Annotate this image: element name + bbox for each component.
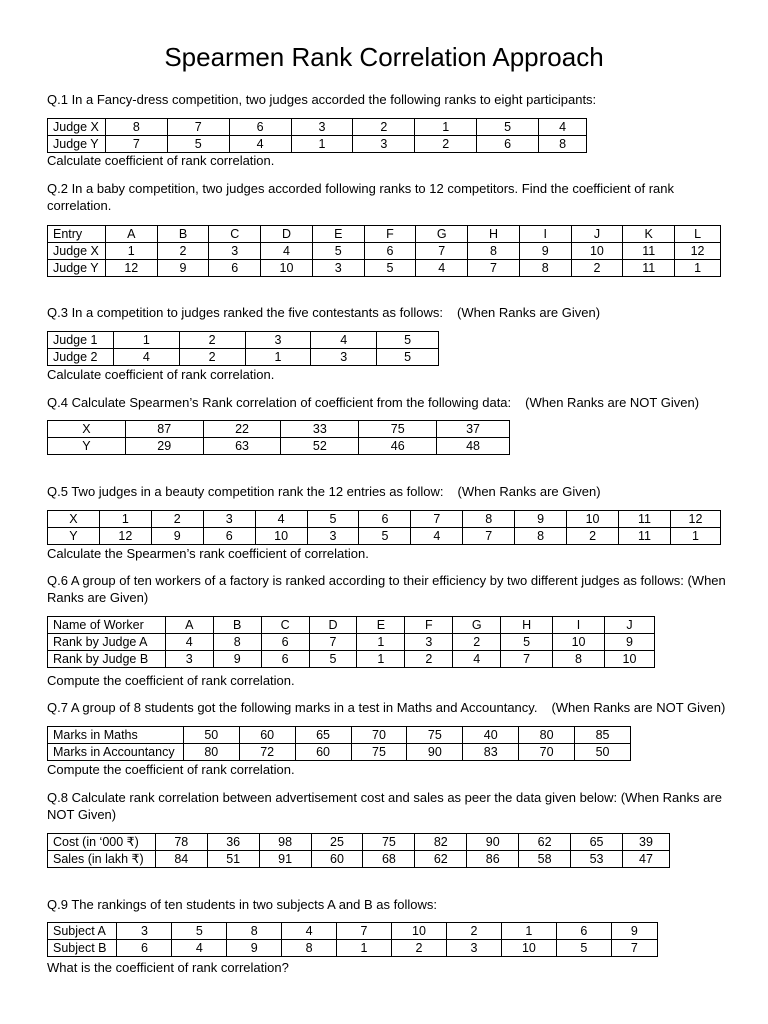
table-cell: 7: [463, 528, 515, 545]
table-cell: 3: [446, 940, 501, 957]
table-cell: 2: [151, 511, 203, 528]
table-cell: 75: [351, 744, 407, 761]
table-cell: 2: [567, 528, 619, 545]
table-cell: 65: [295, 727, 351, 744]
table-cell: 2: [179, 349, 245, 366]
question-7-tag: (When Ranks are NOT Given): [551, 700, 726, 715]
table-row: [48, 119, 587, 136]
table-row: [48, 438, 510, 455]
table-cell: 85: [575, 727, 631, 744]
question-9: Q.9 The rankings of ten students in two subjects A and B as follows:: [47, 897, 437, 912]
row-header-cell: Judge Y: [48, 136, 106, 153]
table-cell: 6: [261, 634, 309, 651]
table-cell: 6: [209, 260, 261, 277]
table-row: [48, 332, 439, 349]
table-cell: 9: [157, 260, 209, 277]
question-5: [47, 483, 601, 500]
table-cell: 1: [357, 634, 405, 651]
table-cell: 8: [515, 528, 567, 545]
table-cell: 62: [415, 851, 467, 868]
table-cell: 7: [501, 651, 553, 668]
table-cell: 2: [405, 651, 453, 668]
row-header-cell: Judge 1: [48, 332, 114, 349]
table-cell: 63: [203, 438, 281, 455]
row-header-cell: Marks in Maths: [48, 727, 184, 744]
row-header-cell: Rank by Judge B: [48, 651, 166, 668]
table-cell: 10: [571, 243, 623, 260]
question-1: Q.1 In a Fancy-dress competition, two judges accorded the following ranks to eight participants:: [47, 92, 597, 107]
row-header-cell: Sales (in lakh ₹): [48, 851, 156, 868]
table-row: [48, 727, 631, 744]
table-row: [48, 136, 587, 153]
table-cell: 1: [291, 136, 353, 153]
row-header-cell: Rank by Judge A: [48, 634, 166, 651]
table-cell: 5: [556, 940, 611, 957]
table-q4: [47, 420, 510, 455]
table-cell: 5: [309, 651, 357, 668]
table-cell: 2: [571, 260, 623, 277]
table-cell: 62: [519, 834, 571, 851]
table-cell: 47: [622, 851, 669, 868]
table-q5: [47, 510, 721, 545]
table-cell: 11: [623, 260, 675, 277]
table-cell: 29: [125, 438, 203, 455]
row-header-cell: Name of Worker: [48, 617, 166, 634]
table-cell: 8: [105, 119, 167, 136]
table-cell: 4: [416, 260, 468, 277]
table-cell: 10: [391, 923, 446, 940]
table-cell: 12: [105, 260, 157, 277]
table-q7: [47, 726, 631, 761]
table-cell: 7: [167, 119, 229, 136]
table-cell: 40: [463, 727, 519, 744]
table-cell: 60: [239, 727, 295, 744]
table-cell: I: [519, 226, 571, 243]
table-row: [48, 834, 670, 851]
table-cell: 6: [359, 511, 411, 528]
question-4-tag: (When Ranks are NOT Given): [525, 395, 700, 410]
table-cell: 7: [411, 511, 463, 528]
table-cell: 36: [207, 834, 259, 851]
table-cell: 53: [571, 851, 623, 868]
table-cell: C: [209, 226, 261, 243]
table-cell: 4: [229, 136, 291, 153]
table-cell: C: [261, 617, 309, 634]
table-cell: F: [405, 617, 453, 634]
table-cell: 2: [157, 243, 209, 260]
table-cell: 90: [407, 744, 463, 761]
table-cell: 8: [553, 651, 605, 668]
question-3: [47, 304, 600, 321]
table-cell: 9: [227, 940, 282, 957]
table-cell: K: [623, 226, 675, 243]
question-3-instruction: Calculate coefficient of rank correlation.: [47, 367, 275, 382]
table-cell: 5: [172, 923, 227, 940]
table-row: [48, 634, 655, 651]
table-cell: 1: [670, 528, 720, 545]
table-row: [48, 617, 655, 634]
table-cell: 4: [255, 511, 307, 528]
row-header-cell: X: [48, 511, 100, 528]
row-header-cell: X: [48, 421, 126, 438]
table-cell: 1: [501, 923, 556, 940]
row-header-cell: Judge 2: [48, 349, 114, 366]
table-cell: J: [571, 226, 623, 243]
table-cell: 9: [213, 651, 261, 668]
table-cell: 2: [353, 119, 415, 136]
table-q6: [47, 616, 655, 668]
table-cell: 2: [453, 634, 501, 651]
table-cell: 10: [604, 651, 654, 668]
question-5-tag: (When Ranks are Given): [457, 484, 601, 499]
table-cell: 50: [575, 744, 631, 761]
table-cell: 3: [307, 528, 359, 545]
table-cell: 70: [519, 744, 575, 761]
row-header-cell: Subject B: [48, 940, 117, 957]
table-cell: 10: [261, 260, 313, 277]
table-cell: D: [261, 226, 313, 243]
table-cell: 46: [359, 438, 437, 455]
table-cell: J: [604, 617, 654, 634]
table-cell: 75: [363, 834, 415, 851]
table-cell: 1: [245, 349, 311, 366]
table-cell: 2: [391, 940, 446, 957]
table-cell: F: [364, 226, 416, 243]
table-cell: 51: [207, 851, 259, 868]
table-cell: 1: [337, 940, 392, 957]
table-cell: 11: [619, 528, 671, 545]
row-header-cell: Marks in Accountancy: [48, 744, 184, 761]
table-cell: 91: [259, 851, 311, 868]
table-cell: 3: [203, 511, 255, 528]
table-q9: [47, 922, 658, 957]
table-cell: 3: [312, 260, 364, 277]
table-cell: E: [357, 617, 405, 634]
table-cell: 3: [209, 243, 261, 260]
table-cell: 7: [105, 136, 167, 153]
table-cell: G: [453, 617, 501, 634]
table-cell: 33: [281, 421, 359, 438]
question-6: Q.6 A group of ten workers of a factory is ranked according to their efficiency by two different judges as follows: (When Ranks are Given): [47, 573, 726, 605]
table-cell: 9: [604, 634, 654, 651]
table-cell: H: [501, 617, 553, 634]
table-row: [48, 851, 670, 868]
table-cell: 68: [363, 851, 415, 868]
table-cell: 48: [437, 438, 510, 455]
table-q3: [47, 331, 439, 366]
table-cell: 8: [539, 136, 587, 153]
table-cell: 5: [307, 511, 359, 528]
table-cell: 52: [281, 438, 359, 455]
table-cell: 9: [611, 923, 657, 940]
row-header-cell: Judge X: [48, 243, 106, 260]
table-cell: 6: [556, 923, 611, 940]
table-cell: 10: [567, 511, 619, 528]
table-cell: 11: [623, 243, 675, 260]
table-cell: 12: [675, 243, 721, 260]
table-cell: 80: [519, 727, 575, 744]
question-3-text: Q.3 In a competition to judges ranked the five contestants as follows:: [47, 305, 443, 320]
table-cell: 86: [467, 851, 519, 868]
table-cell: 98: [259, 834, 311, 851]
table-cell: 7: [468, 260, 520, 277]
question-7-instruction: Compute the coefficient of rank correlation.: [47, 762, 295, 777]
table-cell: 4: [282, 923, 337, 940]
table-cell: 5: [377, 332, 439, 349]
table-cell: 12: [99, 528, 151, 545]
table-cell: 9: [515, 511, 567, 528]
table-row: [48, 421, 510, 438]
table-cell: 25: [311, 834, 363, 851]
table-cell: 5: [167, 136, 229, 153]
table-cell: 8: [519, 260, 571, 277]
table-cell: 58: [519, 851, 571, 868]
question-6-instruction: Compute the coefficient of rank correlation.: [47, 673, 295, 688]
table-cell: 1: [357, 651, 405, 668]
table-cell: 1: [415, 119, 477, 136]
table-cell: 6: [117, 940, 172, 957]
table-cell: 5: [364, 260, 416, 277]
table-row: [48, 744, 631, 761]
table-cell: 60: [311, 851, 363, 868]
table-cell: 83: [463, 744, 519, 761]
row-header-cell: Judge X: [48, 119, 106, 136]
question-7: [47, 699, 725, 716]
table-cell: 5: [312, 243, 364, 260]
table-cell: 90: [467, 834, 519, 851]
table-cell: 3: [405, 634, 453, 651]
table-cell: 1: [105, 243, 157, 260]
row-header-cell: Y: [48, 438, 126, 455]
table-cell: 70: [351, 727, 407, 744]
table-cell: 6: [477, 136, 539, 153]
table-cell: A: [105, 226, 157, 243]
table-cell: 10: [255, 528, 307, 545]
table-cell: 4: [261, 243, 313, 260]
table-cell: D: [309, 617, 357, 634]
table-cell: 6: [261, 651, 309, 668]
table-row: [48, 940, 658, 957]
table-cell: 60: [295, 744, 351, 761]
table-cell: 78: [155, 834, 207, 851]
table-cell: 84: [155, 851, 207, 868]
page-title: Spearmen Rank Correlation Approach: [164, 42, 604, 72]
table-cell: 5: [377, 349, 439, 366]
table-cell: 3: [291, 119, 353, 136]
table-cell: 4: [539, 119, 587, 136]
table-cell: 11: [619, 511, 671, 528]
table-row: [48, 243, 721, 260]
row-header-cell: Entry: [48, 226, 106, 243]
table-q8: [47, 833, 670, 868]
table-row: [48, 349, 439, 366]
table-row: [48, 260, 721, 277]
table-cell: G: [416, 226, 468, 243]
table-cell: 37: [437, 421, 510, 438]
row-header-cell: Cost (in ‘000 ₹): [48, 834, 156, 851]
table-row: [48, 528, 721, 545]
question-1-instruction: Calculate coefficient of rank correlation.: [47, 153, 275, 168]
table-cell: 9: [151, 528, 203, 545]
row-header-cell: Y: [48, 528, 100, 545]
table-cell: L: [675, 226, 721, 243]
table-q1: [47, 118, 587, 153]
table-cell: 8: [227, 923, 282, 940]
table-cell: 50: [183, 727, 239, 744]
table-cell: 7: [416, 243, 468, 260]
table-cell: 12: [670, 511, 720, 528]
table-cell: 7: [309, 634, 357, 651]
table-cell: 82: [415, 834, 467, 851]
table-row: [48, 511, 721, 528]
question-9-instruction: What is the coefficient of rank correlation?: [47, 960, 289, 975]
table-cell: 39: [622, 834, 669, 851]
table-cell: 2: [446, 923, 501, 940]
table-cell: 75: [407, 727, 463, 744]
table-cell: E: [312, 226, 364, 243]
table-cell: 80: [183, 744, 239, 761]
table-cell: 6: [229, 119, 291, 136]
table-cell: 1: [113, 332, 179, 349]
row-header-cell: Judge Y: [48, 260, 106, 277]
table-cell: 5: [501, 634, 553, 651]
table-cell: 3: [117, 923, 172, 940]
table-cell: B: [157, 226, 209, 243]
table-cell: I: [553, 617, 605, 634]
question-5-instruction: Calculate the Spearmen’s rank coefficient of correlation.: [47, 546, 369, 561]
table-row: [48, 226, 721, 243]
table-cell: 4: [453, 651, 501, 668]
table-cell: 4: [311, 332, 377, 349]
question-3-tag: (When Ranks are Given): [457, 305, 601, 320]
table-cell: 3: [165, 651, 213, 668]
table-cell: H: [468, 226, 520, 243]
table-cell: 1: [99, 511, 151, 528]
table-cell: 8: [213, 634, 261, 651]
table-cell: 3: [311, 349, 377, 366]
table-cell: 10: [501, 940, 556, 957]
question-5-text: Q.5 Two judges in a beauty competition rank the 12 entries as follow:: [47, 484, 444, 499]
table-cell: 2: [415, 136, 477, 153]
row-header-cell: Subject A: [48, 923, 117, 940]
table-cell: 10: [553, 634, 605, 651]
question-2: Q.2 In a baby competition, two judges accorded following ranks to 12 competitors. Find the coefficient of rank correlation.: [47, 181, 674, 213]
table-cell: 6: [364, 243, 416, 260]
table-cell: 65: [571, 834, 623, 851]
table-q2: [47, 225, 721, 277]
question-4: [47, 394, 699, 411]
table-cell: 7: [337, 923, 392, 940]
table-cell: 87: [125, 421, 203, 438]
table-cell: 8: [463, 511, 515, 528]
table-cell: 3: [353, 136, 415, 153]
question-8: Q.8 Calculate rank correlation between advertisement cost and sales as peer the data given below: (When Ranks are NOT Given): [47, 790, 722, 822]
table-row: [48, 651, 655, 668]
table-cell: 72: [239, 744, 295, 761]
table-cell: 22: [203, 421, 281, 438]
table-cell: 2: [179, 332, 245, 349]
table-cell: 1: [675, 260, 721, 277]
table-cell: 4: [113, 349, 179, 366]
table-cell: 8: [468, 243, 520, 260]
table-cell: 75: [359, 421, 437, 438]
table-cell: 3: [245, 332, 311, 349]
table-cell: 4: [165, 634, 213, 651]
table-cell: 4: [411, 528, 463, 545]
table-cell: A: [165, 617, 213, 634]
table-cell: 4: [172, 940, 227, 957]
table-cell: 8: [282, 940, 337, 957]
table-cell: 7: [611, 940, 657, 957]
question-7-text: Q.7 A group of 8 students got the following marks in a test in Maths and Accountancy.: [47, 700, 538, 715]
table-cell: 9: [519, 243, 571, 260]
table-row: [48, 923, 658, 940]
question-4-text: Q.4 Calculate Spearmen’s Rank correlation of coefficient from the following data:: [47, 395, 512, 410]
table-cell: 5: [477, 119, 539, 136]
table-cell: B: [213, 617, 261, 634]
table-cell: 6: [203, 528, 255, 545]
table-cell: 5: [359, 528, 411, 545]
